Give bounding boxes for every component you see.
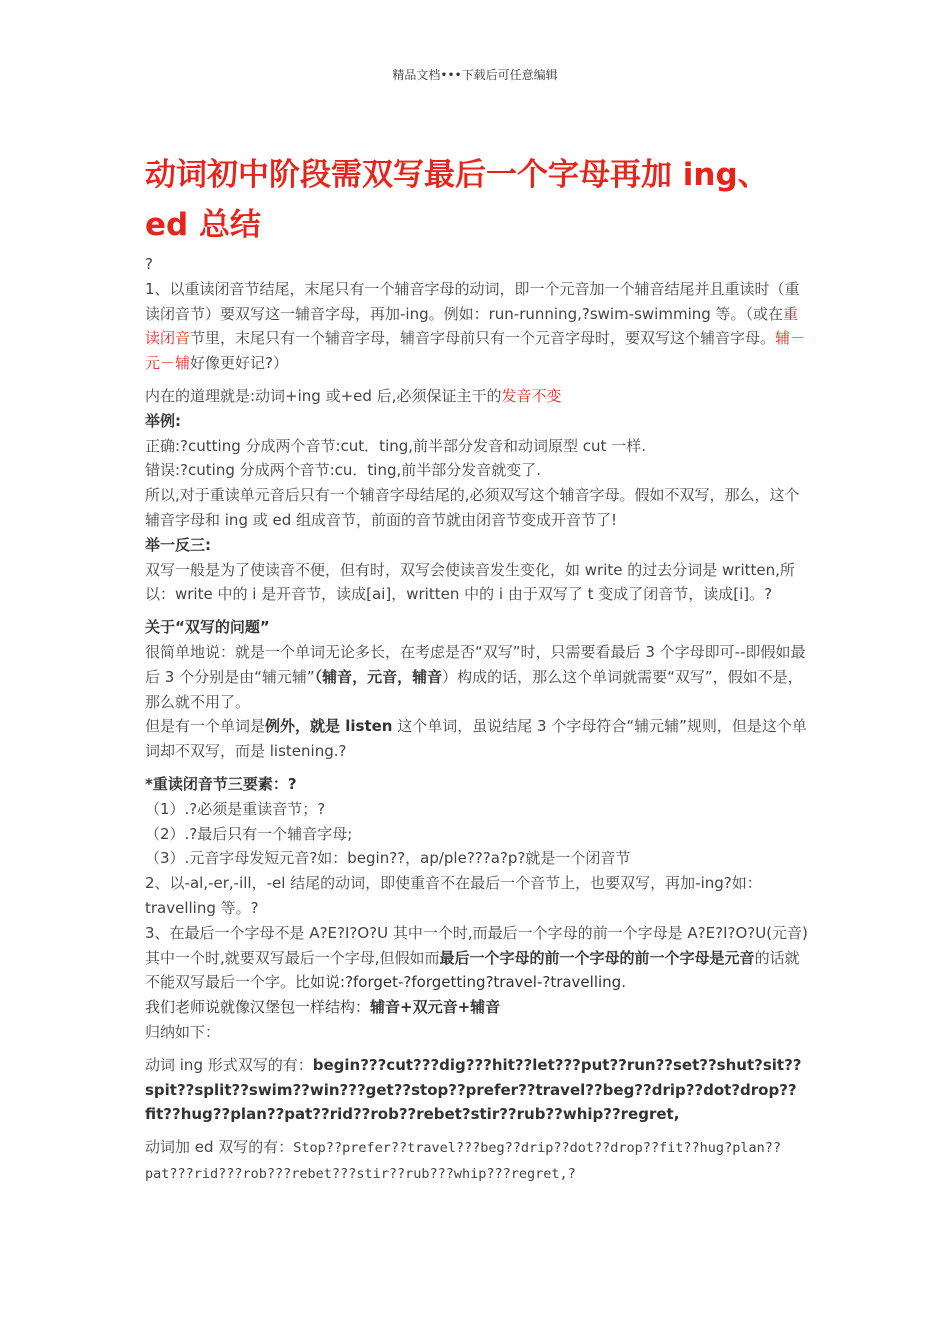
exception-text: 但是有一个单词是例外，就是 listen 这个单词，虽说结尾 3 个字母符合“辅元辅”规则，但是这个单词却不双写，而是 listening.? bbox=[145, 717, 807, 761]
element-3: （3）.元音字母发短元音?如：begin??，ap/ple???a?p?就是一个闭音节 bbox=[145, 849, 631, 868]
rule-1: 1、以重读闭音节结尾，末尾只有一个辅音字母的动词，即一个元音加一个辅音结尾并且重读时（重读闭音节）要双写这一辅音字母，再加-ing。例如：run-running,?swim-swimming 等。（或在重读闭音节里，末尾只有一个辅音字母，辅音字母前只有一个元音字母时，要双写这个辅音字母。辅－元－辅好像更好记?） bbox=[145, 279, 806, 373]
teacher-note: 我们老师说就像汉堡包一样结构：辅音+双元音+辅音 bbox=[145, 998, 501, 1017]
document-title: 动词初中阶段需双写最后一个字母再加 ing、ed 总结 bbox=[145, 157, 769, 243]
rule-2: 2、以-al,-er,-ill，-el 结尾的动词，即使重音不在最后一个音节上，也要双写，再加-ing?如：travelling 等。? bbox=[145, 874, 762, 917]
three-elements-heading: *重读闭音节三要素：? bbox=[145, 774, 297, 793]
highlight-cvc: 辅－元－辅 bbox=[145, 329, 806, 373]
reason: 内在的道理就是:动词+ing 或+ed 后,必须保证主干的发音不变 bbox=[145, 386, 562, 405]
element-2: （2）.?最后只有一个辅音字母; bbox=[145, 824, 353, 843]
highlight-pronunciation: 发音不变 bbox=[501, 386, 562, 405]
infer-heading: 举一反三: bbox=[145, 535, 211, 554]
document-body bbox=[145, 252, 813, 1187]
example-wrong: 错误:?cuting 分成两个音节:cu．ting,前半部分发音就变了. bbox=[145, 461, 542, 480]
infer-text: 双写一般是为了使读音不便，但有时，双写会使读音发生变化，如 write 的过去分词是 written,所以：write 中的 i 是开音节，读成[ai]，written 中的 i 由于双写了 t 变成了闭音节，读成[i]。? bbox=[145, 560, 795, 604]
ed-word-list: 动词加 ed 双写的有：Stop??prefer??travel???beg??drip??dot??drop??fit??hug?plan??pat???rid???rob???rebet???stir??rub???whip???regret,? bbox=[145, 1138, 781, 1182]
about-heading: 关于“双写的问题” bbox=[145, 618, 270, 637]
highlight-stressed-closed: 重读闭音 bbox=[145, 304, 799, 348]
about-text: 很简单地说：就是一个单词无论多长，在考虑是否“双写”时，只需要看最后 3 个字母即可--即假如最后 3 个分别是由“辅元辅”（辅音，元音，辅音）构成的话，那么这个单词就需要“双写”，假如不是，那么就不用了。 bbox=[145, 642, 806, 711]
element-1: （1）.?必须是重读音节；? bbox=[145, 799, 326, 818]
rule-3: 3、在最后一个字母不是 A?E?I?O?U 其中一个时,而最后一个字母的前一个字母是 A?E?I?O?U(元音)其中一个时,就要双写最后一个字母,但假如而最后一个字母的前一个字母的前一个字母是元音的话就不能双写最后一个字。比如说:?forget-?forgetting?travel-?travelling. bbox=[145, 923, 808, 992]
summary-label: 归纳如下： bbox=[145, 1022, 221, 1041]
example-heading: 举例: bbox=[145, 411, 181, 430]
example-correct: 正确:?cutting 分成两个音节:cut．ting,前半部分发音和动词原型 cut 一样. bbox=[145, 436, 646, 455]
page-header: 精品文档•••下载后可任意编辑 bbox=[392, 68, 558, 82]
question-mark: ? bbox=[145, 255, 153, 273]
ing-word-list: 动词 ing 形式双写的有：begin???cut???dig???hit??let???put??run??set??shut?sit??spit??split??swim??win???get??stop??prefer??travel??beg??drip??dot?drop??fit??hug??plan??pat??rid??rob??rebet?stir??rub??whip??regret, bbox=[145, 1055, 802, 1124]
conclusion: 所以,对于重读单元音后只有一个辅音字母结尾的,必须双写这个辅音字母。假如不双写，那么，这个辅音字母和 ing 或 ed 组成音节，前面的音节就由闭音节变成开音节了! bbox=[145, 486, 800, 529]
